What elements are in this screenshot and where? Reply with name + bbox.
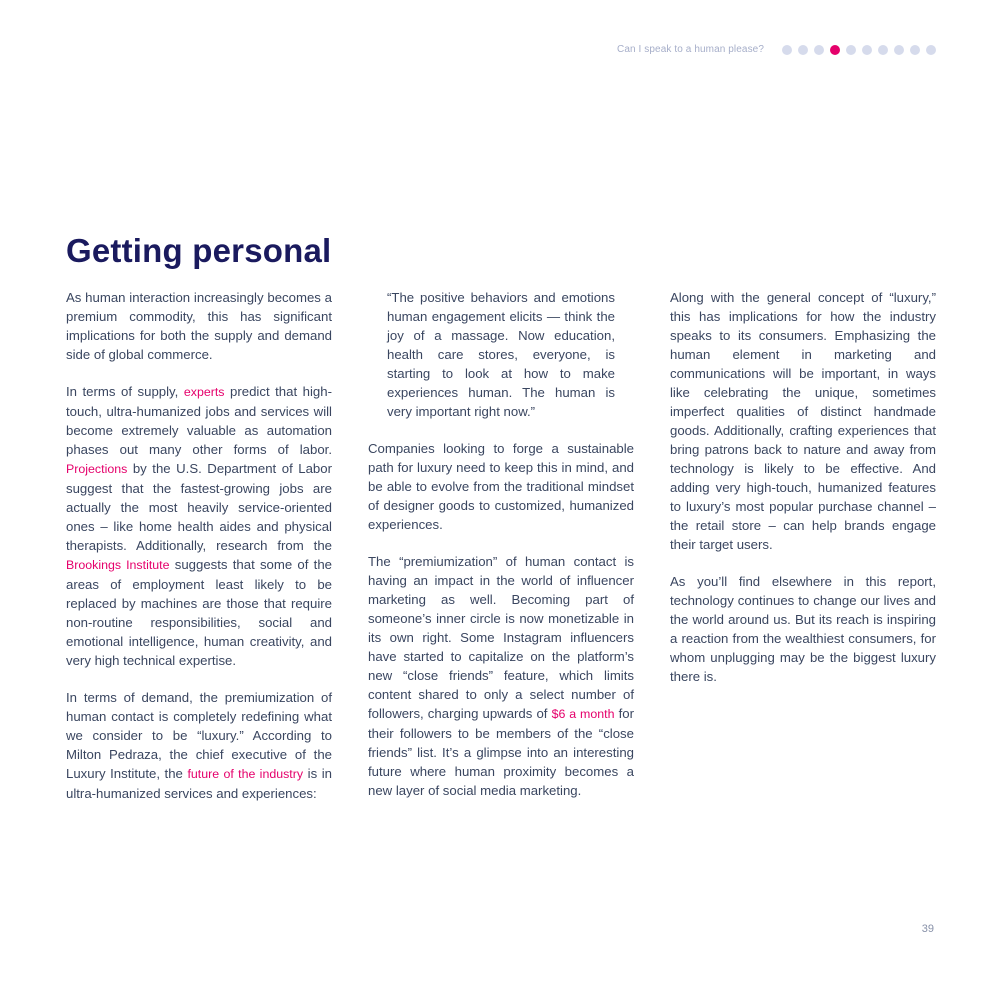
six-a-month-link[interactable]: $6 a month xyxy=(551,707,615,721)
text-run: is in ultra-humanized services and experiences: xyxy=(66,766,332,801)
progress-dot[interactable] xyxy=(894,45,904,55)
experts-link[interactable]: experts xyxy=(183,385,225,399)
progress-dot-active[interactable] xyxy=(830,45,840,55)
paragraph xyxy=(66,688,332,803)
progress-dot[interactable] xyxy=(846,45,856,55)
quote-text: “The positive behaviors and emotions human engagement elicits — think the joy of a massage. Now education, health care stores, everyone, is starting to look at how to make experiences human. The human is very important right now.” xyxy=(387,290,615,419)
paragraph: As human interaction increasingly becomes a premium commodity, this has significant implications for both the supply and demand side of global commerce. xyxy=(66,290,332,362)
paragraph: As you’ll find elsewhere in this report, technology continues to change our lives and the world around us. But its reach is inspiring a reaction from the wealthiest consumers, for whom unplugging may be the biggest luxury there is. xyxy=(670,574,936,684)
text-run: for their followers to be members of the “close friends” list. It’s a glimpse into an interesting future where human proximity becomes a new layer of social media marketing. xyxy=(368,706,635,798)
text-run: suggests that some of the areas of employment least likely to be replaced by machines are those that require non-routine responsibilities, social and emotional intelligence, human creativity, and very high technical expertise. xyxy=(66,557,332,668)
progress-dot[interactable] xyxy=(814,45,824,55)
brookings-link[interactable]: Brookings Institute xyxy=(66,558,170,572)
column-1 xyxy=(66,288,332,821)
future-of-industry-link[interactable]: future of the industry xyxy=(187,767,304,781)
pull-quote xyxy=(368,288,615,421)
text-run: predict that high-touch, ultra-humanized jobs and services will become extremely valuable as automation phases out many other forms of labor. xyxy=(66,384,332,457)
paragraph xyxy=(66,382,332,670)
text-run: In terms of demand, the premiumization of human contact is completely redefining what we consider to be “luxury.” According to Milton Pedraza, the chief executive of the Luxury Institute, the xyxy=(66,690,332,781)
projections-link[interactable]: Projections xyxy=(66,462,128,476)
progress-dot[interactable] xyxy=(878,45,888,55)
paragraph xyxy=(368,552,634,800)
page-number: 39 xyxy=(921,923,934,935)
progress-dot[interactable] xyxy=(910,45,920,55)
paragraph: Companies looking to forge a sustainable path for luxury need to keep this in mind, and be able to evolve from the traditional mindset of designer goods to customized, humanized experiences. xyxy=(368,441,634,532)
progress-dot[interactable] xyxy=(926,45,936,55)
text-run: In terms of supply, xyxy=(66,384,184,399)
header-title: Can I speak to a human please? xyxy=(617,44,764,55)
page-title: Getting personal xyxy=(66,232,332,269)
text-run: The “premiumization” of human contact is having an impact in the world of influencer marketing as well. Becoming part of someone’s inner circle is now monetizable in its own right. Some Instagram influencers have started to capitalize on the platform’s new “close friends” feature, which limits content shared to only a select number of followers, charging upwards of xyxy=(368,554,634,721)
column-3 xyxy=(670,288,936,704)
progress-dots xyxy=(782,45,936,55)
page-header xyxy=(617,44,936,55)
progress-dot[interactable] xyxy=(798,45,808,55)
progress-dot[interactable] xyxy=(862,45,872,55)
text-run: by the U.S. Department of Labor suggest that the fastest-growing jobs are actually the most heavily service-oriented ones – like home health aides and physical therapists. Additionally, research from the xyxy=(66,461,332,553)
paragraph: Along with the general concept of “luxury,” this has implications for how the industry speaks to its consumers. Emphasizing the human element in marketing and communications will be important, in ways like celebrating the unique, sometimes imperfect qualities of distinct handmade goods. Additionally, crafting experiences that bring patrons back to nature and away from technology is likely to be effective. And adding very high-touch, humanized features to luxury’s most popular purchase channel – the retail store – can help brands engage their target users. xyxy=(670,290,936,552)
progress-dot[interactable] xyxy=(782,45,792,55)
column-2 xyxy=(368,288,634,818)
